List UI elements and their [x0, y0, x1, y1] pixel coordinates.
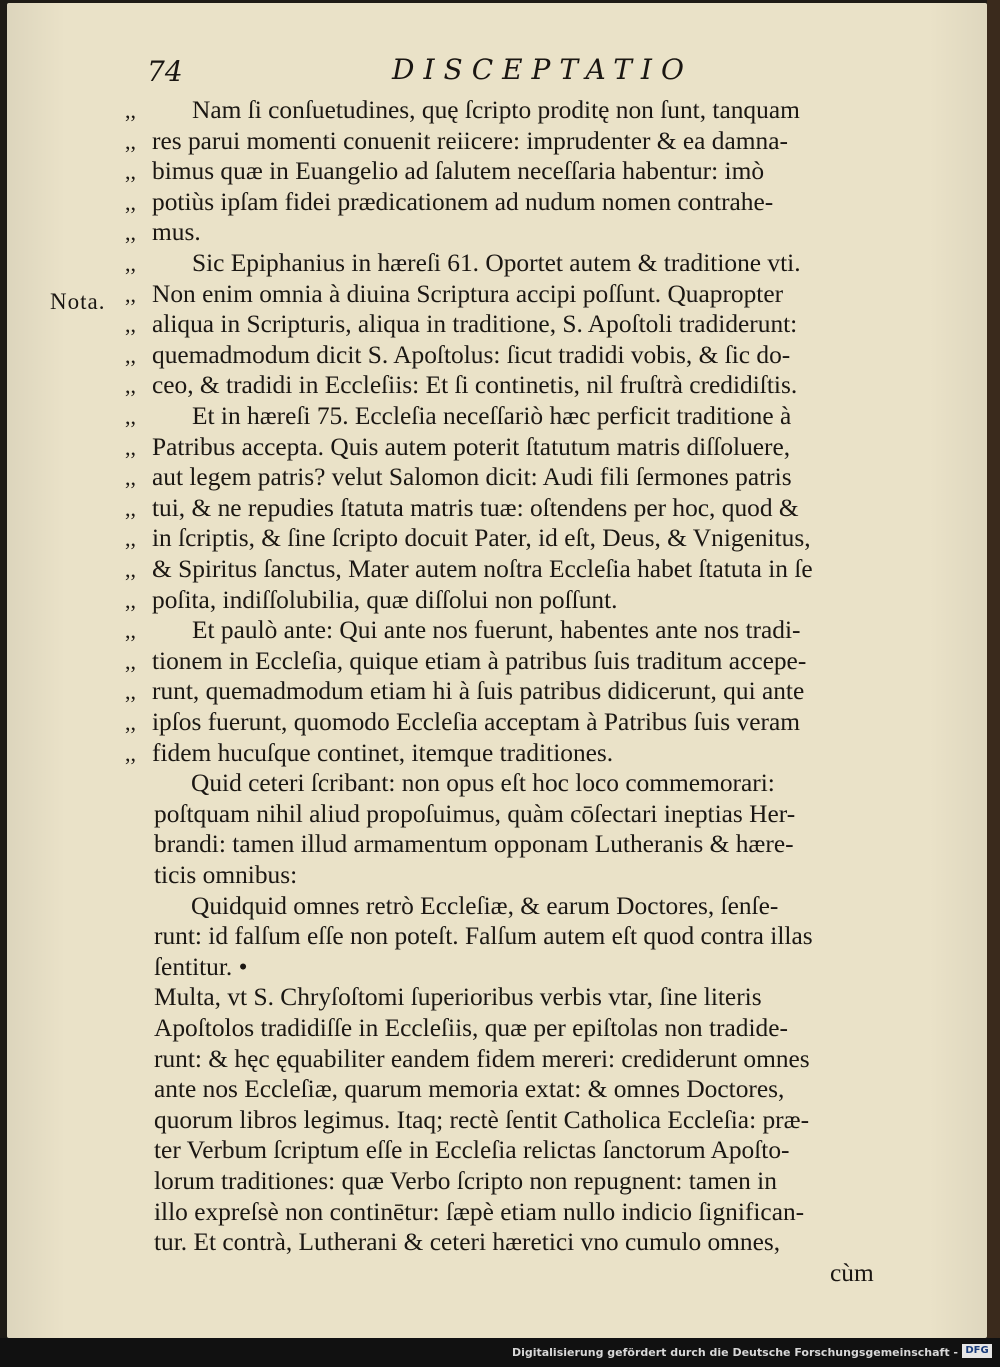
line-text: ter Verbum ſcriptum eſſe in Eccleſia relictas ſanctorum Apoſto- — [154, 1136, 790, 1165]
line-text: ticis omnibus: — [154, 861, 298, 889]
text-line — [7, 156, 994, 187]
text-line — [7, 860, 994, 891]
text-line — [7, 1105, 994, 1136]
line-text: quemadmodum dicit S. Apoſtolus: ſicut tradidi vobis, & ſic do- — [152, 340, 791, 369]
line-text: runt, quemadmodum etiam hi à ſuis patribus didicerunt, qui ante — [152, 677, 805, 706]
line-text: tionem in Eccleſia, quique etiam à patribus ſuis traditum accepe- — [152, 646, 807, 675]
text-line — [7, 279, 994, 310]
line-text: aut legem patris? velut Salomon dicit: Audi fili ſermones patris — [152, 463, 792, 492]
text-line — [7, 707, 994, 738]
line-text: ceo, & tradidi in Eccleſiis: Et ſi continetis, nil fruſtrà credidiſtis. — [152, 371, 798, 400]
quote-marks: ,, — [125, 465, 136, 491]
text-line — [7, 248, 994, 279]
line-text: ante nos Eccleſiæ, quarum memoria extat: & omnes Doctores, — [154, 1075, 785, 1104]
text-line — [7, 340, 994, 371]
text-line — [7, 1227, 994, 1258]
line-text: runt: & hęc ęquabiliter eandem fidem mereri: crediderunt omnes — [154, 1044, 810, 1073]
line-text: poſtquam nihil aliud propoſuimus, quàm cōſectari ineptias Her- — [154, 799, 796, 828]
text-line — [7, 952, 994, 983]
line-text: potiùs ipſam fidei prædicationem ad nudum nomen contrahe- — [152, 187, 774, 216]
text-line — [7, 891, 994, 922]
text-line — [7, 799, 994, 830]
line-text: Quid ceteri ſcribant: non opus eſt hoc loco commemorari: — [191, 769, 775, 798]
line-text: Nam ſi conſuetudines, quę ſcripto proditę non ſunt, tanquam — [192, 96, 800, 124]
text-line — [7, 585, 994, 616]
quote-marks: ,, — [125, 495, 136, 521]
text-line — [7, 554, 994, 585]
quote-marks: ,, — [125, 557, 136, 582]
line-text: poſita, indiſſolubilia, quæ diſſolui non poſſunt. — [152, 585, 618, 614]
quote-marks: ,, — [125, 342, 136, 368]
text-line — [7, 676, 994, 707]
text-line — [7, 768, 994, 799]
quote-marks: ,, — [125, 251, 136, 276]
text-line — [7, 1166, 994, 1197]
text-line — [7, 1044, 994, 1075]
line-text: Et paulò ante: Qui ante nos fuerunt, habentes ante nos tradi- — [192, 616, 801, 645]
quote-marks: ,, — [125, 740, 136, 766]
quote-marks: ,, — [125, 404, 136, 429]
line-text: tur. Et contrà, Lutherani & ceteri hæretici vno cumulo omnes, — [154, 1228, 781, 1257]
line-text: Sic Epiphanius in hæreſi 61. Oportet autem & traditione vti. — [192, 249, 801, 277]
quote-marks: ,, — [125, 220, 136, 246]
text-line — [7, 1258, 994, 1289]
text-line — [7, 217, 994, 248]
binding-edge — [987, 0, 1000, 1338]
text-line — [7, 187, 994, 218]
line-text: Patribus accepta. Quis autem poterit ſtatutum matris diſſoluere, — [152, 432, 791, 461]
text-line — [7, 493, 994, 524]
quote-marks: ,, — [125, 710, 136, 735]
line-text: brandi: tamen illud armamentum opponam Lutheranis & hære- — [154, 830, 794, 859]
line-text: Apoſtolos tradidiſſe in Eccleſiis, quæ per epiſtolas non tradide- — [154, 1014, 788, 1042]
digitization-credit: Digitalisierung gefördert durch die Deutsche Forschungsgemeinschaft - — [511, 1346, 958, 1359]
text-line — [7, 401, 994, 432]
quote-marks: ,, — [125, 526, 136, 552]
line-text: aliqua in Scripturis, aliqua in traditione, S. Apoſtoli tradiderunt: — [152, 310, 798, 339]
text-line — [7, 1013, 994, 1044]
line-text: & Spiritus ſanctus, Mater autem noſtra Eccleſia habet ſtatuta in ſe — [152, 555, 813, 583]
line-text: tui, & ne repudies ſtatuta matris tuæ: oſtendens per hoc, quod & — [152, 493, 799, 522]
quote-marks: ,, — [125, 373, 136, 399]
quote-marks: ,, — [125, 312, 136, 338]
line-text: ipſos fuerunt, quomodo Eccleſia acceptam à Patribus ſuis veram — [152, 708, 800, 736]
margin-note: Nota. — [50, 289, 106, 314]
quote-marks: ,, — [125, 679, 136, 705]
quote-marks: ,, — [125, 128, 136, 154]
quote-marks: ,, — [125, 98, 136, 123]
line-text: bimus quæ in Euangelio ad ſalutem neceſſaria habentur: imò — [152, 157, 765, 186]
text-line — [7, 523, 994, 554]
text-line — [7, 126, 994, 157]
quote-marks: ,, — [125, 189, 136, 215]
line-text: runt: id falſum eſſe non poteſt. Falſum autem eſt quod contra illas — [154, 922, 813, 951]
text-line — [7, 95, 994, 126]
text-line — [7, 738, 994, 769]
text-line — [7, 1197, 994, 1228]
quote-marks: ,, — [125, 281, 136, 307]
line-text: quorum libros legimus. Itaq; rectè ſentit Catholica Eccleſia: præ- — [154, 1105, 810, 1134]
quote-marks: ,, — [125, 587, 136, 613]
line-text: Et in hæreſi 75. Eccleſia neceſſariò hæc perficit traditione à — [192, 402, 792, 430]
quote-marks: ,, — [125, 618, 136, 644]
text-block — [7, 3, 994, 1338]
text-line — [7, 921, 994, 952]
line-text: Quidquid omnes retrò Eccleſiæ, & earum Doctores, ſenſe- — [191, 891, 779, 920]
book-page — [7, 3, 987, 1338]
text-line — [7, 1074, 994, 1105]
running-title: DISCEPTATIO — [392, 53, 693, 86]
quote-marks: ,, — [125, 159, 136, 185]
text-line — [7, 370, 994, 401]
line-text: Non enim omnia à diuina Scriptura accipi poſſunt. Quapropter — [152, 279, 784, 308]
text-line — [7, 982, 994, 1013]
line-text: fidem hucuſque continet, itemque traditiones. — [152, 738, 614, 767]
text-line — [7, 432, 994, 463]
line-text: lorum traditiones: quæ Verbo ſcripto non repugnent: tamen in — [154, 1167, 777, 1195]
line-text: illo expreſsè non continētur: ſæpè etiam nullo indicio ſignifican- — [154, 1197, 805, 1226]
text-line — [7, 462, 994, 493]
dfg-logo: DFG — [962, 1344, 992, 1358]
line-text: in ſcriptis, & ſine ſcripto docuit Pater, id eſt, Deus, & Vnigenitus, — [152, 524, 811, 553]
page-number: 74 — [147, 55, 183, 88]
text-line — [7, 615, 994, 646]
text-line — [7, 1135, 994, 1166]
text-line — [7, 646, 994, 677]
text-line — [7, 309, 994, 340]
line-text: cùm — [830, 1258, 874, 1287]
text-line — [7, 829, 994, 860]
quote-marks: ,, — [125, 648, 136, 674]
line-text: ſentitur. • — [154, 952, 248, 981]
line-text: mus. — [152, 218, 201, 247]
quote-marks: ,, — [125, 434, 136, 460]
line-text: res parui momenti conuenit reiicere: imprudenter & ea damna- — [152, 126, 788, 155]
line-text: Multa, vt S. Chryſoſtomi ſuperioribus verbis vtar, ſine literis — [154, 983, 762, 1012]
